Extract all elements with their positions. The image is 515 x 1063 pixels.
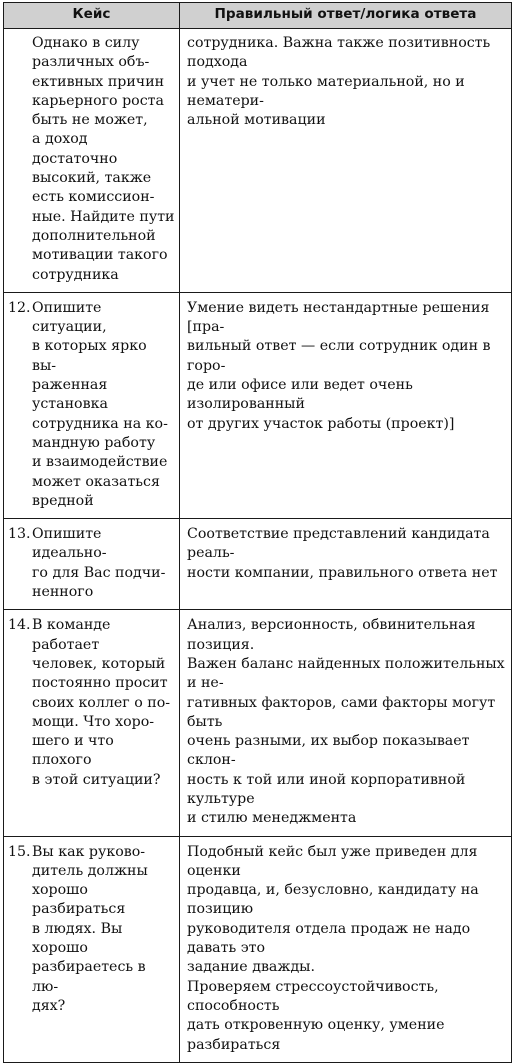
case-answer-table xyxy=(3,2,512,1063)
table-row xyxy=(4,292,512,518)
table-row xyxy=(4,610,512,836)
case-text: Вы как руково- дитель должны хорошо разбираться в людях. Вы хорошо разбираетесь в лю- дях? xyxy=(32,843,148,1014)
header-answer: Правильный ответ/логика ответа xyxy=(180,3,512,29)
answer-text: сотрудника. Важна также позитивность подхода и учет не только материальной, но и нематери- альной мотивации xyxy=(187,35,491,129)
answer-cell xyxy=(180,29,512,293)
answer-text: Подобный кейс был уже приведен для оценки продавца, и, безусловно, кандидату на позицию руководителя отдела продаж не надо давать это задание дважды. Проверяем стрессоустойчивость, способность дать откровенную оценку, умение разбираться xyxy=(187,843,479,1053)
answer-text: Соответствие представлений кандидата реаль- ности компании, правильного ответа нет xyxy=(187,526,498,581)
answer-cell xyxy=(180,519,512,610)
table-header-row xyxy=(4,3,512,29)
case-cell xyxy=(4,292,180,518)
case-text: Опишите идеально- го для Вас подчи- ненного xyxy=(32,526,166,601)
answer-cell xyxy=(180,610,512,836)
case-text: В команде работает человек, который постоянно просит своих коллег о по- мощи. Что хоро- шего и что плохого в этой ситуации? xyxy=(32,617,171,788)
answer-cell xyxy=(180,292,512,518)
table-row xyxy=(4,29,512,293)
row-number: 15. xyxy=(8,843,31,860)
header-case: Кейс xyxy=(4,3,180,29)
case-cell xyxy=(4,610,180,836)
row-number: 13. xyxy=(8,526,31,543)
case-cell xyxy=(4,29,180,293)
case-text: Однако в силу различных объ- ективных причин карьерного роста быть не может, а доход достаточно высокий, также есть комиссион- ные. Найдите пути дополнительной мотивации такого сотрудника xyxy=(32,35,175,283)
table-row xyxy=(4,519,512,610)
case-text: Опишите ситуации, в которых ярко вы- раженная установка сотрудника на ко- мандную работу и взаимодействие может оказаться вредной xyxy=(32,299,168,509)
row-number: 12. xyxy=(8,299,31,316)
case-cell xyxy=(4,519,180,610)
answer-text: Анализ, версионность, обвинительная позиция. Важен баланс найденных положительных и не- гативных факторов, сами факторы могут быть очень разными, их выбор показывает склон- ность к той или иной корпоративной культуре и стилю менеджмента xyxy=(187,617,505,827)
table-row xyxy=(4,836,512,1062)
answer-text: Умение видеть нестандартные решения [пра- вильный ответ — если сотрудник один в горо- де или офисе или ведет очень изолированный от других участок работы (проект)] xyxy=(187,299,491,432)
document-page xyxy=(3,2,511,1063)
row-number: 14. xyxy=(8,617,31,634)
answer-cell xyxy=(180,836,512,1062)
case-cell xyxy=(4,836,180,1062)
